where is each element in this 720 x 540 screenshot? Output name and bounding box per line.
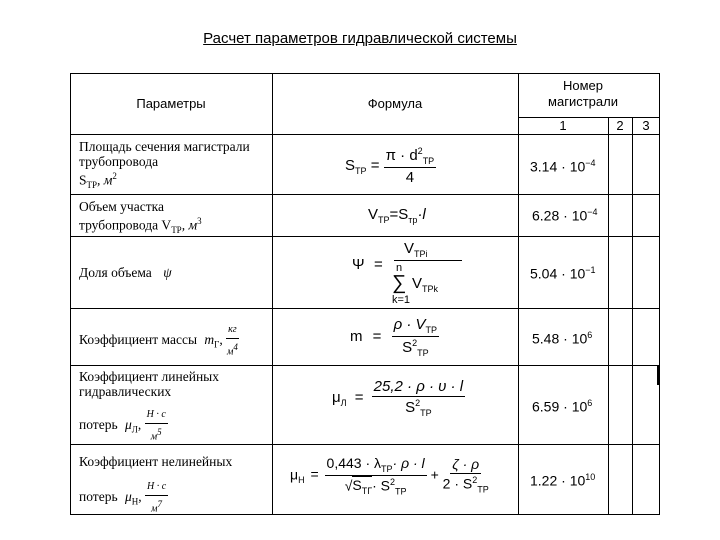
param-sub: ТР [86,180,98,191]
formula-volume [368,206,426,225]
param-symbol: S [79,172,87,188]
den1-tail: · S [372,477,390,494]
formula-lhs: m [350,327,363,345]
formula-area [345,146,436,186]
page-title: Расчет параметров гидравлической системы [203,30,517,47]
unit-num: кг [226,322,239,339]
value-mantissa: 3.14 · 10 [530,158,586,175]
equals: = [370,156,380,174]
value-exponent: 6 [587,398,593,408]
fraction-2 [443,456,489,494]
formula-lhs: V [368,206,379,223]
unit-den: м [150,431,158,443]
value-cell [530,158,596,175]
param-nonlinear-losses: Коэффициент нелинейных потерь $\mu_Н$, $\frac{Н \cdot с}{м^7}$ [79,454,233,515]
value-mantissa: 5.04 · 10 [530,265,586,282]
formula-tail: ·l [417,206,426,223]
formula-lhs: S [345,156,356,174]
value-cell [532,207,598,224]
header-n1: 1 [559,118,567,133]
header-number: Номер магистрали [548,78,618,109]
param-text: Коэффициент нелинейных [79,454,233,469]
param-unit-sup: 3 [197,216,202,226]
denominator: S [402,339,413,356]
equals: = [372,327,382,345]
col-divider [608,117,609,515]
param-symbol: μ [124,488,132,504]
formula-lhs-sub: Н [298,475,305,486]
den-sub: ТРk [422,284,439,294]
den1-sup: 2 [389,476,395,487]
param-text: Объем участка [79,199,164,214]
param-text: Площадь сечения магистрали трубопровода [79,139,250,169]
equals: = [310,466,319,483]
row-divider [70,308,660,309]
unit-den-sup: 7 [157,499,163,509]
denominator [412,275,438,294]
numerator-1: 0,443 · λ [326,455,382,471]
value-exponent: −4 [585,158,596,168]
header-n3: 3 [642,118,650,133]
unit-fraction [145,407,168,444]
value-cell [532,398,592,415]
denominator: S [405,399,416,416]
formula-lhs-sub: ТР [378,215,390,225]
value-cell [530,472,595,489]
row-divider [70,194,660,195]
formula-lhs: μ [332,388,341,406]
num-sub: ТРi [414,249,428,259]
den-sup: 2 [412,338,418,348]
param-symbol: m [204,331,215,347]
den-sup: 2 [415,398,421,408]
formula-linear-losses [332,378,465,418]
root-sub: ТГ [361,486,373,497]
value-cell [530,265,596,282]
col-divider [272,73,273,515]
param-sub: ТР [171,225,182,236]
value-mantissa: 5.48 · 10 [532,330,588,347]
num-text: V [404,240,415,257]
formula-rhs: =S [389,206,409,223]
sqrt-sign: √ [344,477,353,494]
param-mass-coefficient: Коэффициент массы $m_Г$, $\frac{кг}{м^4}$ [79,324,238,358]
value-exponent: 6 [587,330,593,340]
formula-rhs-sub: тр [408,215,418,225]
param-area [79,139,265,193]
param-text: Коэффициент линейных гидравлических [79,369,219,399]
param-unit: , м [181,217,198,233]
unit-den-sup: 5 [157,427,162,437]
unit-fraction [145,479,168,516]
value-mantissa: 6.28 · 10 [532,207,588,224]
unit-fraction [226,322,239,359]
sum-top: n [396,262,403,274]
col-divider [632,117,633,515]
num-sup: 2 [417,146,423,156]
num1-sub: ТР [381,463,393,474]
header-n2: 2 [616,118,624,133]
sum-sign: ∑ [392,272,407,294]
numerator [404,240,428,259]
numerator: π · d [385,147,418,164]
sum-bottom: k=1 [392,294,411,306]
param-unit: , м [97,172,113,188]
formula-lhs: μ [290,466,299,483]
plus-sign: + [430,466,439,483]
param-sub: Н [131,496,139,507]
param-symbol: μ [124,416,132,432]
num1-tail: · ρ · l [392,455,425,471]
param-symbol: ψ [163,265,172,280]
edge-mark [657,365,659,385]
header-params: Параметры [136,96,206,111]
fraction-bar [394,260,462,261]
den-text: V [412,275,423,292]
den2-sub: ТР [477,484,489,495]
root-base: S [352,477,362,494]
fraction [384,146,437,186]
denominator-2: 2 · S [442,476,473,493]
value-mantissa: 6.59 · 10 [532,398,588,415]
value-mantissa: 1.22 · 10 [530,472,586,489]
param-text: Доля объема [79,265,152,280]
param-volume-fraction [79,265,269,280]
formula-lhs-sub: Л [340,397,347,408]
row-divider [70,365,660,366]
numerator-2: ζ · ρ [452,456,480,473]
formula-mass [350,316,439,358]
formula-lhs-sub: ТР [355,165,367,176]
param-sub: Л [131,424,138,435]
value-cell [532,330,592,347]
den1-sub: ТР [395,486,407,497]
den2-sup: 2 [472,475,478,486]
denominator: 4 [405,169,415,186]
unit-num: Н · с [145,407,168,424]
num-sub: ТР [422,156,435,166]
fraction [392,316,439,358]
den-sub: ТР [417,348,429,358]
unit-num: Н · с [145,479,168,496]
equals: = [374,256,383,273]
fraction [372,378,465,418]
value-exponent: −1 [585,265,596,275]
numerator: 25,2 · ρ · υ · l [373,378,464,395]
unit-den-sup: 4 [233,342,238,352]
row-divider [70,134,660,135]
unit-den: м [226,346,234,358]
col-divider [518,73,519,515]
param-sub: Г [214,339,220,350]
unit-den: м [151,503,158,515]
param-unit-sup: 2 [112,171,117,181]
den-sub: ТР [420,408,432,418]
num-sub: ТР [425,325,438,335]
param-losses-label: потерь [79,416,118,432]
param-losses-label: потерь [79,488,118,504]
formula-lhs: Ψ [352,256,365,273]
formula-nonlinear-losses [290,455,489,496]
numerator: ρ · V [393,316,426,333]
param-volume [79,199,269,238]
param-linear-losses: Коэффициент линейных гидравлических потерь $\mu_Л$, $\frac{Н \cdot с}{м^5}$ [79,369,219,443]
value-exponent: 10 [585,472,596,482]
header-formula: Формула [367,96,423,111]
param-text: Коэффициент массы [79,331,198,347]
fraction-1 [325,455,427,496]
param-symbol: трубопровода V [79,217,172,233]
value-exponent: −4 [587,207,598,217]
equals: = [354,388,364,406]
